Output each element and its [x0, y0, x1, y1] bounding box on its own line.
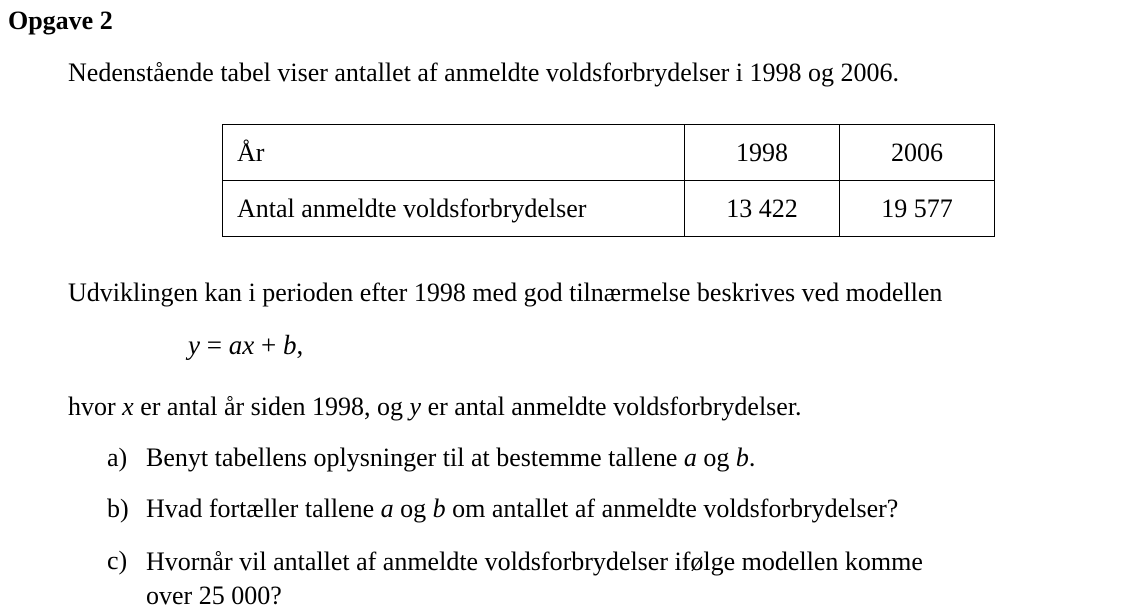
qc-line-1: Hvornår vil antallet af anmeldte voldsforbrydelser ifølge modellen komme	[146, 547, 923, 576]
question-c-letter: c)	[107, 546, 128, 575]
where-text-3: er antal anmeldte voldsforbrydelser.	[421, 392, 802, 421]
qb-var-b: b	[432, 494, 446, 523]
exercise-title: Opgave 2	[8, 6, 113, 35]
where-text-2: er antal år siden 1998, og	[133, 392, 410, 421]
qb-var-a: a	[380, 494, 394, 523]
header-year-2006-cell: 2006	[840, 125, 995, 181]
data-table	[222, 124, 995, 237]
formula-b: b	[282, 330, 297, 360]
qa-var-b: b	[735, 443, 749, 472]
where-var-x: x	[122, 392, 134, 421]
value-2006-cell: 19 577	[840, 181, 995, 237]
formula-equals: =	[199, 330, 229, 360]
qa-var-a: a	[683, 443, 697, 472]
header-year-1998-cell: 1998	[685, 125, 840, 181]
formula-plus: +	[254, 330, 283, 360]
header-label-cell: År	[223, 125, 685, 181]
row-label-cell: Antal anmeldte voldsforbrydelser	[223, 181, 685, 237]
where-text-1: hvor	[68, 392, 123, 421]
qa-text-2: og	[696, 443, 736, 472]
question-b-letter: b)	[107, 494, 129, 523]
question-c-text	[146, 545, 923, 613]
qb-text-1: Hvad fortæller tallene	[146, 494, 381, 523]
model-description: Udviklingen kan i perioden efter 1998 med god tilnærmelse beskrives ved modellen	[68, 278, 943, 307]
where-var-y: y	[409, 392, 422, 421]
model-formula	[188, 330, 303, 361]
qc-line-2: over 25 000?	[146, 581, 282, 610]
question-b-text	[146, 494, 898, 524]
formula-ax: ax	[228, 330, 255, 360]
intro-text: Nedenstående tabel viser antallet af anmeldte voldsforbrydelser i 1998 og 2006.	[68, 58, 900, 87]
qb-text-3: om antallet af anmeldte voldsforbrydelser?	[445, 494, 899, 523]
qa-text-1: Benyt tabellens oplysninger til at bestemme tallene	[146, 443, 684, 472]
formula-comma: ,	[296, 330, 304, 360]
table-row	[223, 125, 995, 181]
question-a-letter: a)	[107, 443, 128, 472]
formula-y: y	[188, 330, 200, 360]
table-row	[223, 181, 995, 237]
variable-definition	[68, 392, 802, 422]
value-1998-cell: 13 422	[685, 181, 840, 237]
qa-text-3: .	[748, 443, 756, 472]
question-a-text	[146, 443, 755, 473]
qb-text-2: og	[393, 494, 433, 523]
